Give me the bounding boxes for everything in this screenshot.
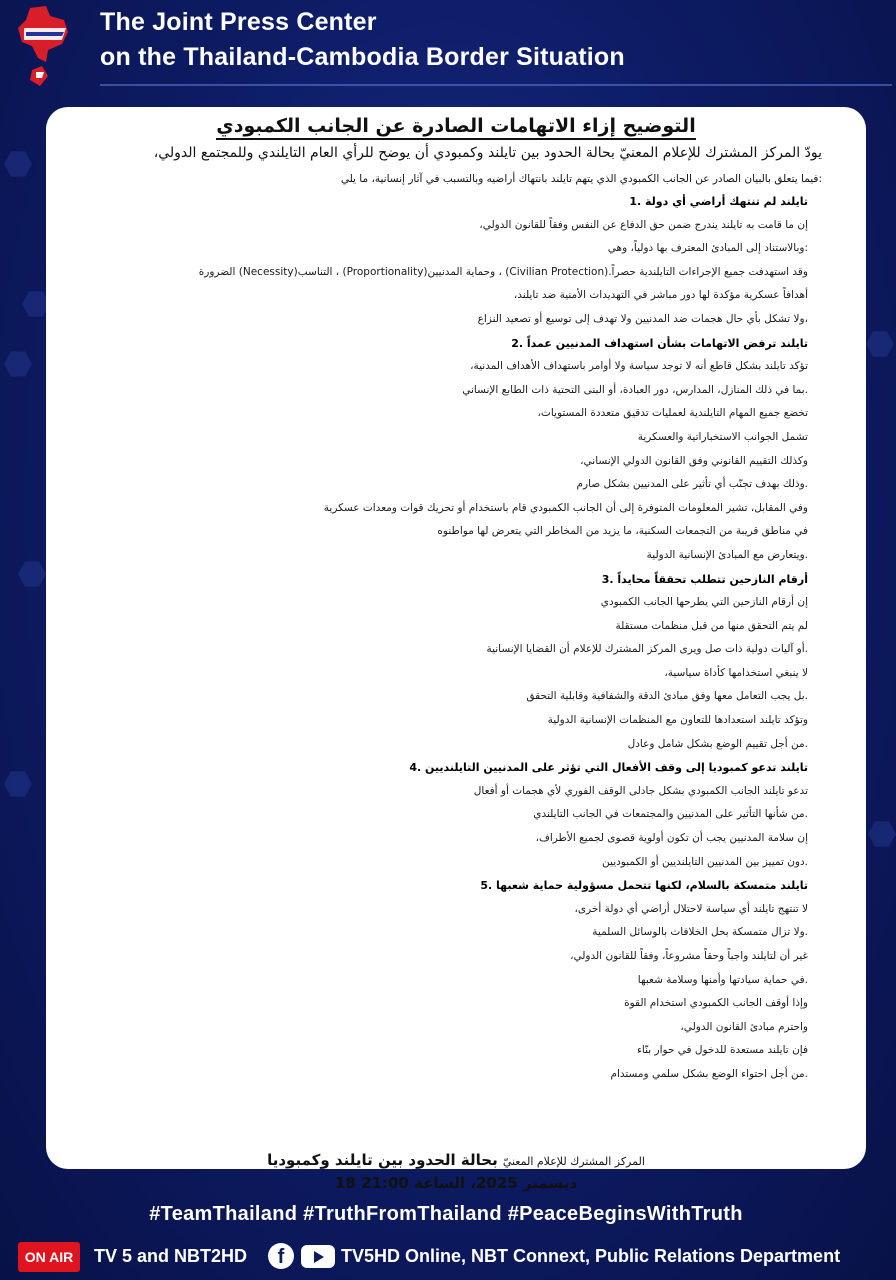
statement-intro-2: :فيما يتعلق بالبيان الصادر عن الجانب الكمبودي الذي يتهم تايلند بانتهاك أراضيه وبالتسبب في آثار إنسانية، ما يلي xyxy=(340,173,822,185)
statement-line: فإن تايلند مستعدة للدخول في حوار بنّاء xyxy=(636,1044,808,1057)
statement-line: تؤكد تايلند بشكل قاطع أنه لا توجد سياسة ولا أوامر باستهداف الأهداف المدنية، xyxy=(470,360,808,373)
statement-line: .من أجل احتواء الوضع بشكل سلمي ومستدام xyxy=(610,1067,808,1080)
facebook-icon: f xyxy=(268,1243,294,1269)
statement-line: وقد استهدفت جميع الإجراءات التايلندية حصراً.(Civilian Protection) ، وحماية المدنيين(Proportionality) ، التناسب(Necessity) الضرورة xyxy=(198,265,808,278)
statement-line: ،ولا تشكل بأي حال هجمات ضد المدنيين ولا تهدف إلى توسيع أو تصعيد النزاع xyxy=(477,312,808,325)
statement-line: .دون تمييز بين المدنيين التايلنديين أو الكمبوديين xyxy=(602,855,808,868)
signature-line xyxy=(46,1150,866,1169)
statement-line: :وبالاستناد إلى المبادئ المعترف بها دولياً، وهي xyxy=(607,242,808,255)
header-title-line-1: The Joint Press Center xyxy=(100,8,377,36)
statement-line: .ولا تزال متمسكة بحل الخلافات بالوسائل السلمية xyxy=(592,926,808,939)
statement-line: لا تنتهج تايلند أي سياسة لاحتلال أراضي أي دولة أخرى، xyxy=(574,902,808,915)
header-banner xyxy=(0,0,892,100)
header-title-line-2: on the Thailand-Cambodia Border Situation xyxy=(100,43,625,71)
thailand-flag-map-logo xyxy=(12,6,74,106)
statement-line: أهدافاً عسكرية مؤكدة لها دور مباشر في التهديدات الأمنية ضد تايلند، xyxy=(513,289,808,302)
hexagon-decoration xyxy=(4,150,32,178)
on-air-badge: ON AIR xyxy=(18,1242,80,1272)
online-channels: TV5HD Online, NBT Connext, Public Relations Department xyxy=(341,1246,841,1266)
statement-line: .من شأنها التأثير على المدنيين والمجتمعات في الجانب التايلندي xyxy=(533,808,808,821)
section-heading: تايلند ترفض الاتهامات بشأن استهداف المدنيين عمداً .2 xyxy=(511,336,808,350)
hexagon-decoration xyxy=(18,560,46,588)
hashtags: #TeamThailand #TruthFromThailand #PeaceBeginsWithTruth xyxy=(149,1203,743,1225)
statement-line: .من أجل تقييم الوضع بشكل شامل وعادل xyxy=(627,737,808,750)
statement-line: إن سلامة المدنيين يجب أن تكون أولوية قصوى لجميع الأطراف، xyxy=(535,832,808,845)
statement-intro: يودّ المركز المشترك للإعلام المعنيّ بحالة الحدود بين تايلند وكمبودي أن يوضح للرأي العام التايلندي وللمجتمع الدولي، xyxy=(153,145,822,161)
statement-line: وكذلك التقييم القانوني وفق القانون الدولي الإنساني، xyxy=(580,454,808,467)
statement-body xyxy=(88,190,808,1087)
statement-line: وفي المقابل، تشير المعلومات المتوفرة إلى أن الجانب الكمبودي قام باستخدام أو تحريك قوات ومعدات عسكرية xyxy=(323,501,808,514)
statement-line: .بل يجب التعامل معها وفق مبادئ الدقة والشفافية وقابلية التحقق xyxy=(526,690,808,703)
hexagon-decoration xyxy=(866,330,894,358)
hexagon-decoration xyxy=(4,770,32,798)
tv-channels: TV 5 and NBT2HD xyxy=(94,1246,248,1266)
signature-small: المركز المشترك للإعلام المعنيّ xyxy=(502,1155,645,1168)
statement-line: تدعو تايلند الجانب الكمبودي بشكل جادلى الوقف الفوري لأي هجمات أو أفعال xyxy=(473,784,808,797)
section-heading: تايلند متمسكة بالسلام، لكنها تتحمل مسؤولية حماية شعبها .5 xyxy=(480,879,808,893)
statement-title: التوضيح إزاء الاتهامات الصادرة عن الجانب الكمبودي xyxy=(46,115,866,137)
statement-line: وإذا أوقف الجانب الكمبودي استخدام القوة xyxy=(624,997,808,1010)
statement-line: إن أرقام النازحين التي يطرحها الجانب الكمبودي xyxy=(600,596,808,609)
statement-line: تشمل الجوانب الاستخباراتية والعسكرية xyxy=(637,430,808,443)
youtube-icon xyxy=(301,1245,335,1268)
statement-line: إن ما قامت به تايلند يندرج ضمن حق الدفاع عن النفس وفقاً للقانون الدولي، xyxy=(479,218,808,231)
statement-date: ديسمبر 2025، الساعة 21:00 18 xyxy=(334,1174,578,1192)
hexagon-decoration xyxy=(868,820,896,848)
header-divider xyxy=(100,84,892,86)
section-heading: أرقام النازحين تتطلب تحققاً محايداً .3 xyxy=(601,572,808,586)
statement-line: .في حماية سيادتها وأمنها وسلامة شعبها xyxy=(637,973,808,986)
statement-line: .أو آليات دولية ذات صل ويرى المركز المشترك للإعلام أن القضايا الإنسانية xyxy=(486,643,808,656)
statement-line: في مناطق قريبة من التجمعات السكنية، ما يزيد من المخاطر التي يتعرض لها مواطنوه xyxy=(437,525,808,538)
statement-line: وتؤكد تايلند استعدادها للتعاون مع المنظمات الإنسانية الدولية xyxy=(547,714,808,727)
signature-big: بحالة الحدود بين تايلند وكمبوديا xyxy=(267,1151,498,1169)
statement-line: لم يتم التحقق منها من قبل منظمات مستقلة xyxy=(615,619,808,632)
footer-bar xyxy=(14,1240,880,1272)
statement-line: تخضع جميع المهام التايلندية لعمليات تدقيق متعددة المستويات، xyxy=(537,407,808,420)
hexagon-decoration xyxy=(4,350,32,378)
section-heading: تايلند تدعو كمبوديا إلى وقف الأفعال التي تؤثر على المدنيين التايلنديين .4 xyxy=(409,761,808,775)
statement-line: .بما في ذلك المنازل، المدارس، دور العبادة، أو البنى التحتية ذات الطابع الإنساني xyxy=(462,383,808,396)
statement-line: .ويتعارض مع المبادئ الإنسانية الدولية xyxy=(646,548,808,561)
statement-line: لا ينبغي استخدامها كأداة سياسية، xyxy=(664,666,808,679)
statement-card xyxy=(46,107,866,1192)
section-heading: تايلند لم تنتهك أراضي أي دولة .1 xyxy=(629,195,808,208)
statement-line: واحترم مبادئ القانون الدولي، xyxy=(680,1020,808,1033)
statement-line: غير أن لتايلند واجباً وحقاً مشروعاً، وفقاً للقانون الدولي، xyxy=(570,950,808,962)
statement-line: .وذلك بهدف تجنّب أي تأثير على المدنيين بشكل صارم xyxy=(576,478,808,491)
